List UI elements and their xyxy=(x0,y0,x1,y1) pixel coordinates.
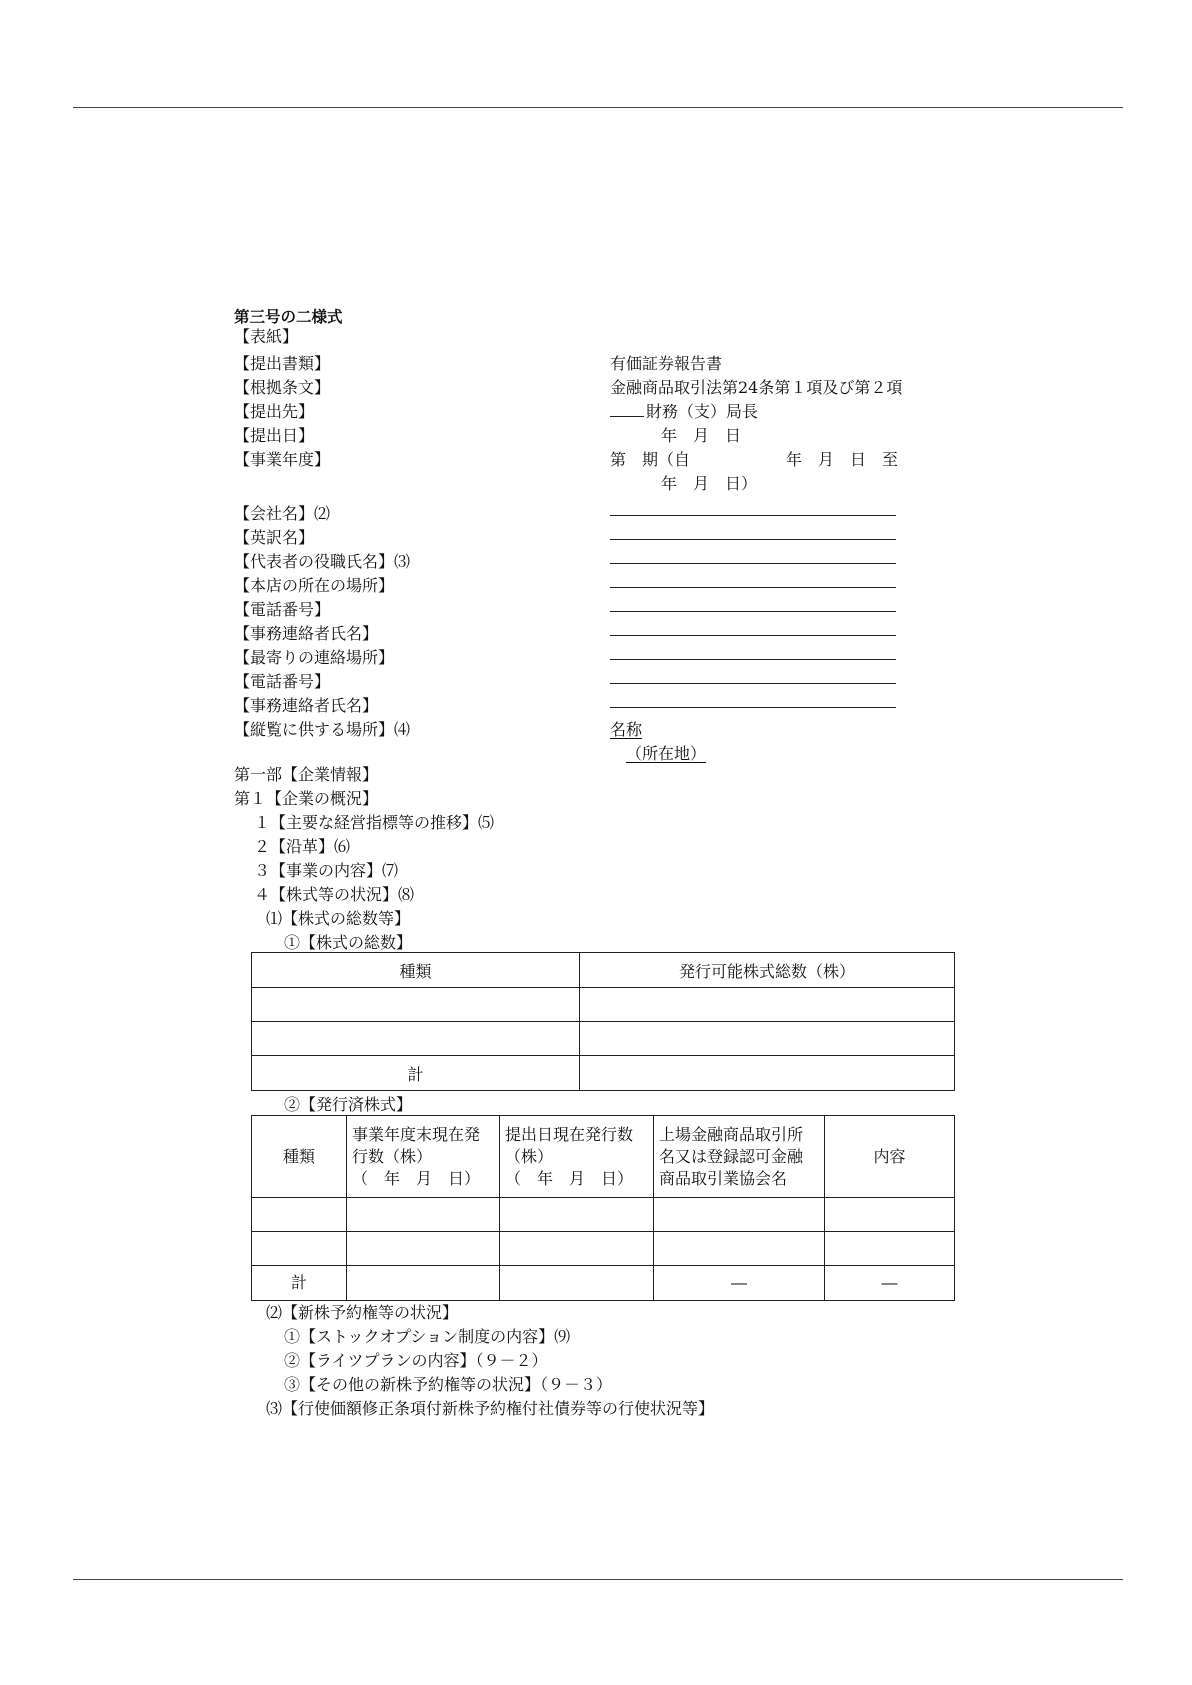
issued-shares-table xyxy=(251,1115,955,1301)
table-row xyxy=(252,1022,955,1056)
header-line: （株） xyxy=(505,1146,554,1166)
blank-line xyxy=(610,587,896,588)
exchange-dash: ― xyxy=(654,1266,825,1301)
rights-other: ③【その他の新株予約権等の状況】（９－３） xyxy=(284,1375,613,1394)
issued-shares-heading: ②【発行済株式】 xyxy=(284,1095,413,1114)
outline-chapter1: 第１【企業の概況】 xyxy=(234,789,379,808)
header-line: 事業年度末現在発 xyxy=(352,1124,481,1144)
blank-line xyxy=(610,683,896,684)
total-label: 計 xyxy=(252,1266,347,1301)
form-title: 第三号の二様式 xyxy=(234,308,343,326)
header-fy-end-shares xyxy=(347,1116,500,1198)
footer-rule xyxy=(73,1579,1123,1580)
table-header-row xyxy=(252,953,955,988)
outline-item2: ２【沿革】⑹ xyxy=(254,837,351,856)
header-type: 種類 xyxy=(252,953,580,988)
table-row xyxy=(252,988,955,1022)
cover-label: 【提出先】 xyxy=(234,402,315,421)
table-cell xyxy=(347,1266,500,1301)
header-type: 種類 xyxy=(252,1116,347,1198)
table-cell xyxy=(252,1232,347,1266)
header-line: （ 年 月 日） xyxy=(352,1168,481,1188)
cover-value: 年 月 日） xyxy=(661,474,758,493)
table-total-row xyxy=(252,1266,955,1301)
inspection-name: 名称 xyxy=(610,720,643,739)
table-total-row xyxy=(252,1056,955,1091)
blank-line xyxy=(610,563,896,564)
inspection-address: （所在地） xyxy=(626,744,707,763)
content-dash: ― xyxy=(825,1266,955,1301)
cover-label: 【事務連絡者氏名】 xyxy=(234,624,379,643)
table-cell xyxy=(500,1198,654,1232)
outline-part1: 第一部【企業情報】 xyxy=(234,765,379,784)
cover-label: 【縦覧に供する場所】⑷ xyxy=(234,720,411,739)
outline-subsub1: ①【株式の総数】 xyxy=(284,933,413,952)
rights-exercise-status: ⑶【行使価額修正条項付新株予約権付社債券等の行使状況等】 xyxy=(266,1399,715,1418)
outline-sub1: ⑴【株式の総数等】 xyxy=(266,909,411,928)
blank-line xyxy=(610,635,896,636)
total-label: 計 xyxy=(252,1056,580,1091)
cover-label: 【事務連絡者氏名】 xyxy=(234,696,379,715)
cover-label: 【根拠条文】 xyxy=(234,378,331,397)
table-cell xyxy=(654,1198,825,1232)
rights-stock-option: ①【ストックオプション制度の内容】⑼ xyxy=(284,1327,571,1346)
header-line: 名又は登録認可金融 xyxy=(659,1146,804,1166)
cover-value: 第 期（自 年 月 日 至 xyxy=(610,450,899,469)
table-cell xyxy=(580,988,955,1022)
table-cell xyxy=(500,1232,654,1266)
header-authorized-total: 発行可能株式総数（株） xyxy=(580,953,955,988)
blank-line xyxy=(610,707,896,708)
cover-value: 年 月 日 xyxy=(661,426,742,445)
table-cell xyxy=(252,1198,347,1232)
blank-line xyxy=(610,611,896,612)
cover-label: 【代表者の役職氏名】⑶ xyxy=(234,552,411,571)
table-cell xyxy=(252,988,580,1022)
cover-label: 【会社名】⑵ xyxy=(234,504,331,523)
cover-label: 【電話番号】 xyxy=(234,600,331,619)
table-cell xyxy=(252,1022,580,1056)
header-rule xyxy=(73,107,1123,108)
bureau-text: 財務（支）局長 xyxy=(646,402,759,421)
rights-heading: ⑵【新株予約権等の状況】 xyxy=(266,1303,459,1322)
cover-label: 【電話番号】 xyxy=(234,672,331,691)
table-cell xyxy=(500,1266,654,1301)
table-cell xyxy=(347,1198,500,1232)
blank-line xyxy=(610,515,896,516)
table-cell xyxy=(580,1056,955,1091)
table-row xyxy=(252,1232,955,1266)
table-header-row xyxy=(252,1116,955,1198)
cover-value xyxy=(610,399,758,422)
header-line: 上場金融商品取引所 xyxy=(659,1124,804,1144)
outline-item3: ３【事業の内容】⑺ xyxy=(254,861,399,880)
outline-item4: ４【株式等の状況】⑻ xyxy=(254,885,415,904)
header-line: 商品取引業協会名 xyxy=(659,1168,788,1188)
rights-rights-plan: ②【ライツプランの内容】（９－２） xyxy=(284,1351,548,1370)
blank-line xyxy=(610,539,896,540)
header-line: 行数（株） xyxy=(352,1146,433,1166)
table-cell xyxy=(654,1232,825,1266)
bureau-blank xyxy=(610,402,644,417)
cover-value: 有価証券報告書 xyxy=(610,354,723,373)
table-cell xyxy=(347,1232,500,1266)
cover-label: 【本店の所在の場所】 xyxy=(234,576,395,595)
authorized-shares-table xyxy=(251,952,955,1091)
table-cell xyxy=(580,1022,955,1056)
cover-label: 【英訳名】 xyxy=(234,528,315,547)
table-cell xyxy=(825,1198,955,1232)
header-content: 内容 xyxy=(825,1116,955,1198)
header-line: 提出日現在発行数 xyxy=(505,1124,634,1144)
header-line: （ 年 月 日） xyxy=(505,1168,634,1188)
cover-label: 【最寄りの連絡場所】 xyxy=(234,648,395,667)
table-row xyxy=(252,1198,955,1232)
cover-value: 金融商品取引法第24条第１項及び第２項 xyxy=(610,378,903,397)
cover-label: 【事業年度】 xyxy=(234,450,331,469)
cover-label: 【提出日】 xyxy=(234,426,315,445)
cover-heading: 【表紙】 xyxy=(234,327,299,346)
header-exchange xyxy=(654,1116,825,1198)
blank-line xyxy=(610,659,896,660)
header-filing-date-shares xyxy=(500,1116,654,1198)
outline-item1: １【主要な経営指標等の推移】⑸ xyxy=(254,813,495,832)
table-cell xyxy=(825,1232,955,1266)
cover-label: 【提出書類】 xyxy=(234,354,331,373)
